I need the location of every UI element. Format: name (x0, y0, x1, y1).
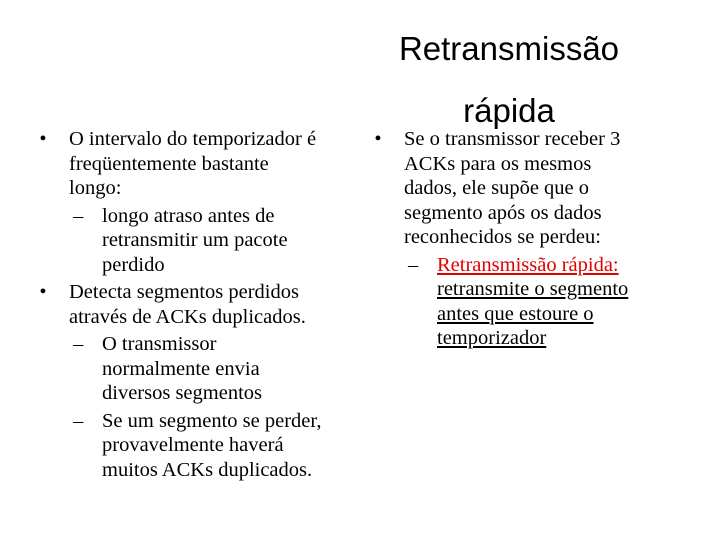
left-subbullet-long-delay (33, 204, 378, 278)
right-subbullet-fast-retransmit (368, 253, 668, 351)
left-column (33, 127, 378, 485)
text-line: dados, ele supõe que o (404, 177, 590, 199)
text-line: diversos segmentos (102, 382, 262, 404)
bullet-glyph: • (39, 281, 47, 303)
title-line-1: Retransmissão (398, 30, 620, 67)
text-line: através de ACKs duplicados. (69, 305, 306, 328)
left-subbullet-transmitter (33, 332, 378, 406)
slide-title (384, 18, 634, 142)
text-line: perdido (102, 253, 165, 276)
text-line: muitos ACKs duplicados. (102, 458, 313, 481)
dash-glyph: – (73, 204, 84, 227)
text-line: retransmitir um pacote (102, 229, 288, 251)
text-line: Se um segmento se perder, (102, 409, 322, 432)
text-line: normalmente envia (102, 357, 260, 380)
text-line: longo: (69, 177, 122, 199)
text-line: ACKs para os mesmos (404, 152, 592, 175)
left-bullet-timeout (33, 127, 378, 201)
text-line: Se o transmissor receber 3 (404, 128, 621, 150)
bullet-glyph: • (374, 128, 382, 150)
text-line: temporizador (437, 327, 547, 349)
dash-glyph: – (73, 409, 84, 432)
fast-retransmit-link[interactable]: Retransmissão rápida: (437, 253, 619, 276)
text-line: retransmite o segmento (437, 278, 629, 300)
dash-glyph: – (73, 333, 84, 355)
text-line: Detecta segmentos perdidos (69, 281, 299, 303)
right-column (368, 127, 668, 354)
text-line: antes que estoure o (437, 302, 594, 325)
text-line: O intervalo do temporizador é (69, 128, 317, 150)
text-line: O transmissor (102, 333, 217, 355)
text-line: provavelmente haverá (102, 434, 284, 456)
text-line: longo atraso antes de (102, 204, 275, 227)
right-bullet-three-acks (368, 127, 668, 250)
left-subbullet-lost-segment (33, 409, 378, 483)
bullet-glyph: • (39, 128, 47, 150)
text-line: freqüentemente bastante (69, 152, 269, 175)
text-line: reconhecidos se perdeu: (404, 226, 601, 248)
text-line: segmento após os dados (404, 201, 602, 224)
title-line-2: rápida (463, 92, 555, 129)
dash-glyph: – (408, 253, 419, 276)
left-bullet-detect (33, 280, 378, 329)
